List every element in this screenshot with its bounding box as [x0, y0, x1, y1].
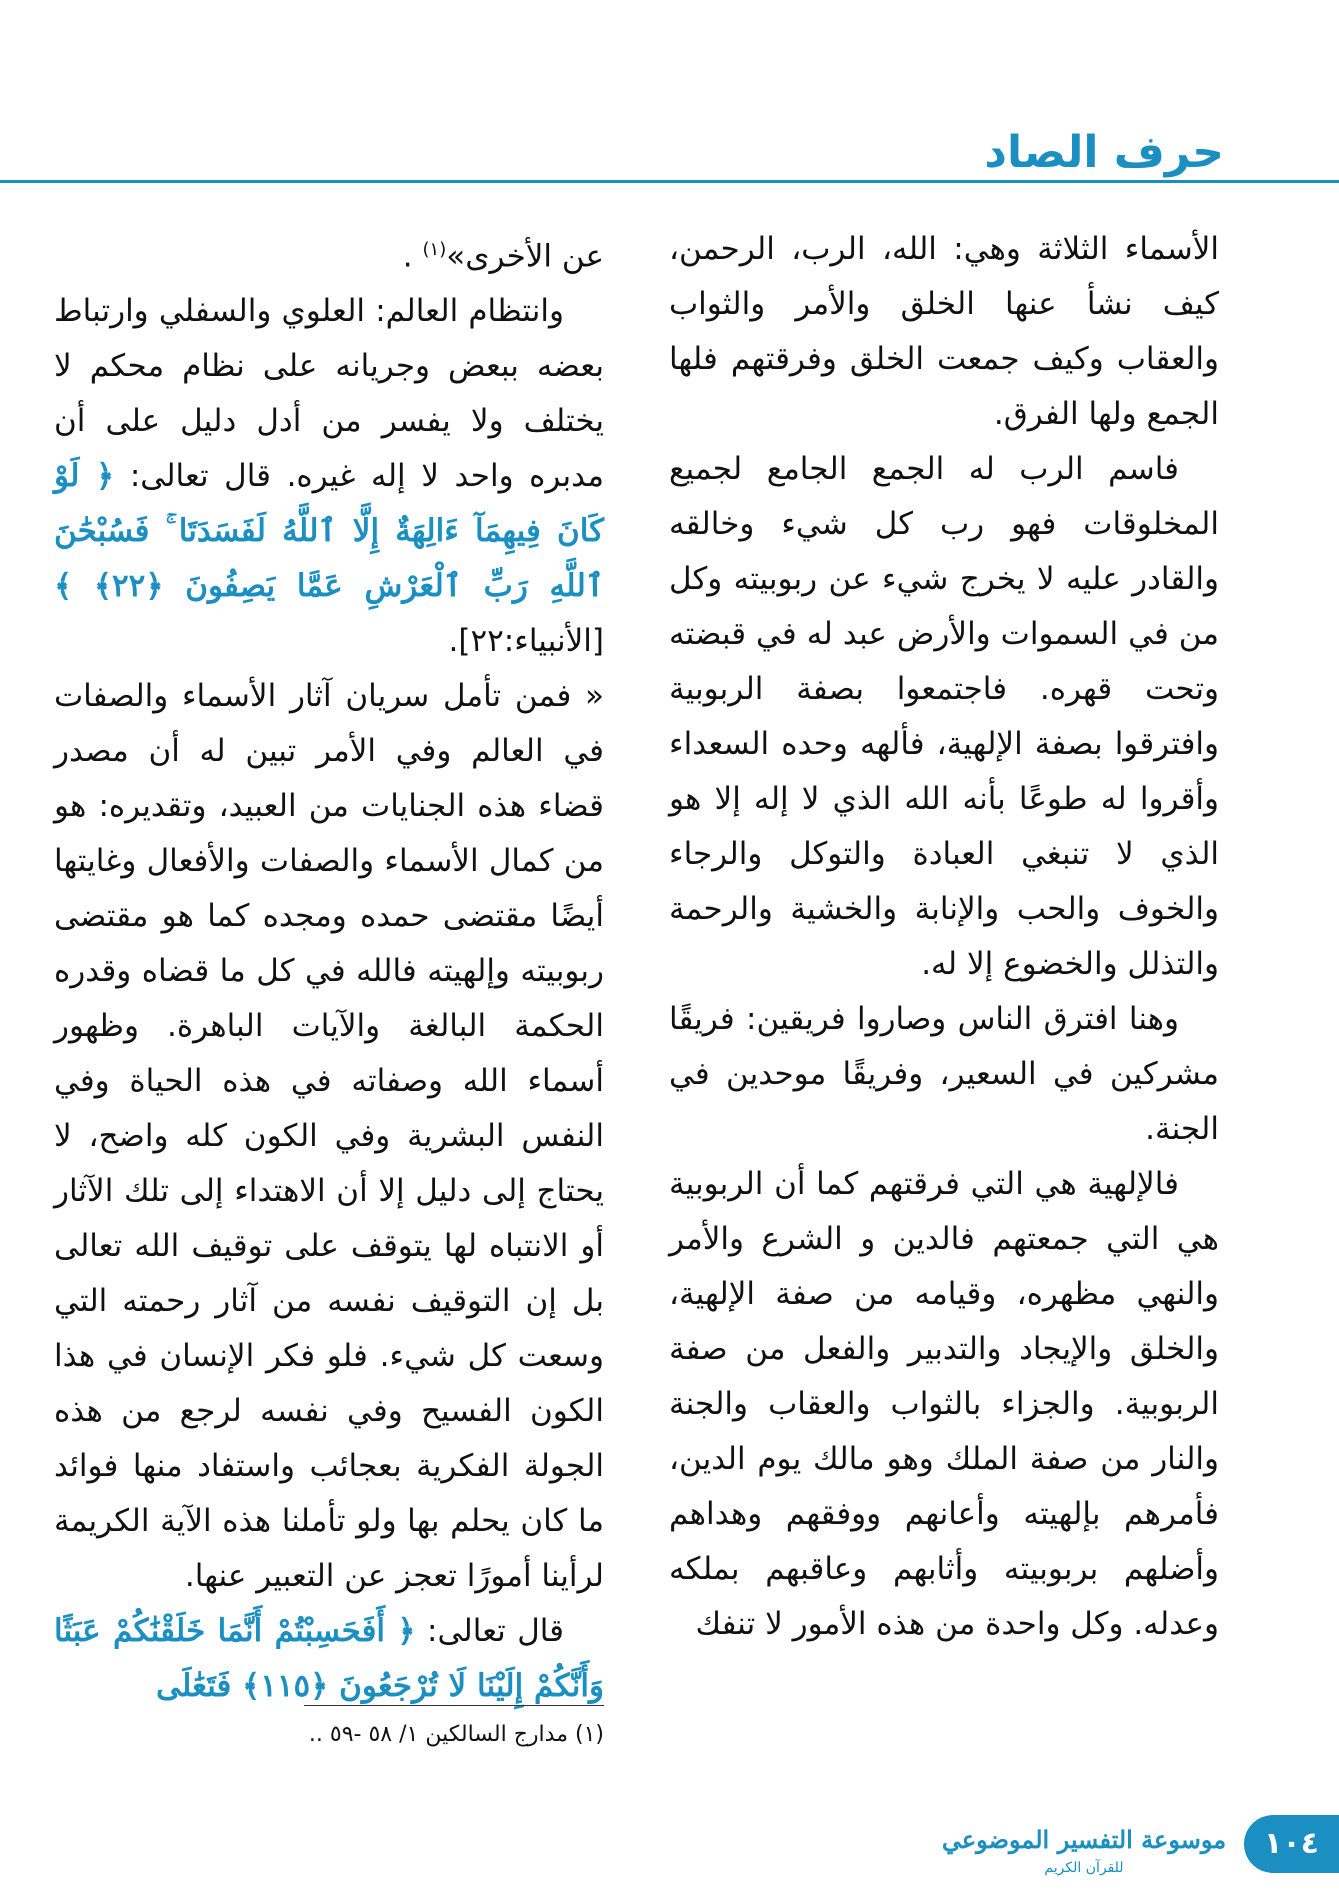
paragraph-text: وانتظام العالم: العلوي والسفلي وارتباط بعضه ببعض وجريانه على نظام محكم لا يختلف ولا يفسر من أدل دليل على أن مدبره واحد لا إله غيره. قال تعالى:	[54, 293, 605, 495]
paragraph: عن الأخرى»$^{(١)}$ .	[402, 238, 604, 275]
paragraph: فالإلهية هي التي فرقتهم كما أن الربوبية هي التي جمعتهم فالدين و الشرع والأمر والنهي مظهره، وقيامه من صفة الإلهية، والخلق والإيجاد والتدبير والفعل من صفة الربوبية. والجزاء بالثواب والعقاب والجنة والنار من صفة الملك وهو مالك يوم الدين، فأمرهم بإلهيته وأعانهم ووفقهم وهداهم وأضلهم بربوبيته وأثابهم وعاقبهم بملكه وعدله. وكل واحدة من هذه الأمور لا تنفك	[669, 1166, 1219, 1642]
verse-reference: [الأنبياء:٢٢].	[448, 623, 604, 660]
paragraph: الأسماء الثلاثة وهي: الله، الرب، الرحمن، كيف نشأ عنها الخلق والأمر والثواب والعقاب وكيف جمعت الخلق وفرقتهم فلها الجمع ولها الفرق.	[669, 231, 1219, 432]
paragraph-text: قال تعالى:	[427, 1613, 564, 1650]
header-divider	[0, 180, 1339, 183]
right-column	[669, 222, 1219, 1652]
encyclopedia-logo	[941, 1810, 1227, 1880]
logo-subtitle-icon: للقرآن الكريم	[1044, 1860, 1124, 1876]
page-number: ١٠٤	[1244, 1815, 1339, 1873]
logo-title-icon: موسوعة التفسير الموضوعي	[941, 1825, 1227, 1854]
section-title: حرف الصاد	[984, 127, 1224, 178]
paragraph	[54, 1604, 604, 1714]
footnote-divider	[304, 1705, 604, 1706]
quran-verse: ﴿ أَفَحَسِبْتُمْ أَنَّمَا خَلَقْنَٰكُمْ عَبَثًا وَأَنَّكُمْ إِلَيْنَا لَا تُرْجَعُونَ ﴿١١٥﴾ فَتَعَٰلَى	[54, 1613, 604, 1705]
footnote-marker: (١)	[422, 239, 447, 260]
left-column	[54, 222, 604, 1714]
paragraph: فاسم الرب له الجمع الجامع لجميع المخلوقات فهو رب كل شيء وخالقه والقادر عليه لا يخرج شيء عن ربوبيته وكل من في السموات والأرض عبد له في قبضته وتحت قهره. فاجتمعوا بصفة الربوبية وافترقوا بصفة الإلهية، فألهه وحده السعداء وأقروا له طوعًا بأنه الله الذي لا إله إلا هو الذي لا تنبغي العبادة والتوكل والرجاء والخوف والحب والإنابة والخشية والرحمة والتذلل والخضوع إلا له.	[669, 451, 1219, 982]
paragraph-text: عن الأخرى»	[446, 238, 604, 275]
paragraph: وهنا افترق الناس وصاروا فريقين: فريقًا مشركين في السعير، وفريقًا موحدين في الجنة.	[669, 1001, 1219, 1147]
paragraph: « فمن تأمل سريان آثار الأسماء والصفات في العالم وفي الأمر تبين له أن مصدر قضاء هذه الجنايات من العبيد، وتقديره: هو من كمال الأسماء والصفات والأفعال وغايتها أيضًا مقتضى حمده ومجده كما هو مقتضى ربوبيته وإلهيته فالله في كل ما قضاه وقدره الحكمة البالغة والآيات الباهرة. وظهور أسماء الله وصفاته في هذه الحياة وفي النفس البشرية وفي الكون كله واضح، لا يحتاج إلى دليل إلا أن الاهتداء إلى تلك الآثار أو الانتباه لها يتوقف على توقيف الله تعالى بل إن التوقيف نفسه من آثار رحمته التي وسعت كل شيء. فلو فكر الإنسان في هذا الكون الفسيح وفي نفسه لرجع من هذه الجولة الفكرية بعجائب واستفاد منها فوائد ما كان يحلم بها ولو تأملنا هذه الآية الكريمة لرأينا أمورًا تعجز عن التعبير عنها.	[54, 678, 604, 1595]
paragraph	[54, 284, 604, 669]
footnote-number: (١)	[574, 1722, 604, 1747]
footnote-text: مدارج السالكين ١/ ٥٨ -٥٩ ..	[308, 1722, 568, 1747]
quran-verse: ﴿ لَوْ كَانَ فِيهِمَآ ءَالِهَةٌ إِلَّا ٱللَّهُ لَفَسَدَتَا ۚ فَسُبْحَٰنَ ٱللَّهِ رَبِّ ٱلْعَرْشِ عَمَّا يَصِفُونَ ﴿٢٢﴾ ﴾	[54, 458, 604, 605]
footnote	[54, 1718, 604, 1752]
